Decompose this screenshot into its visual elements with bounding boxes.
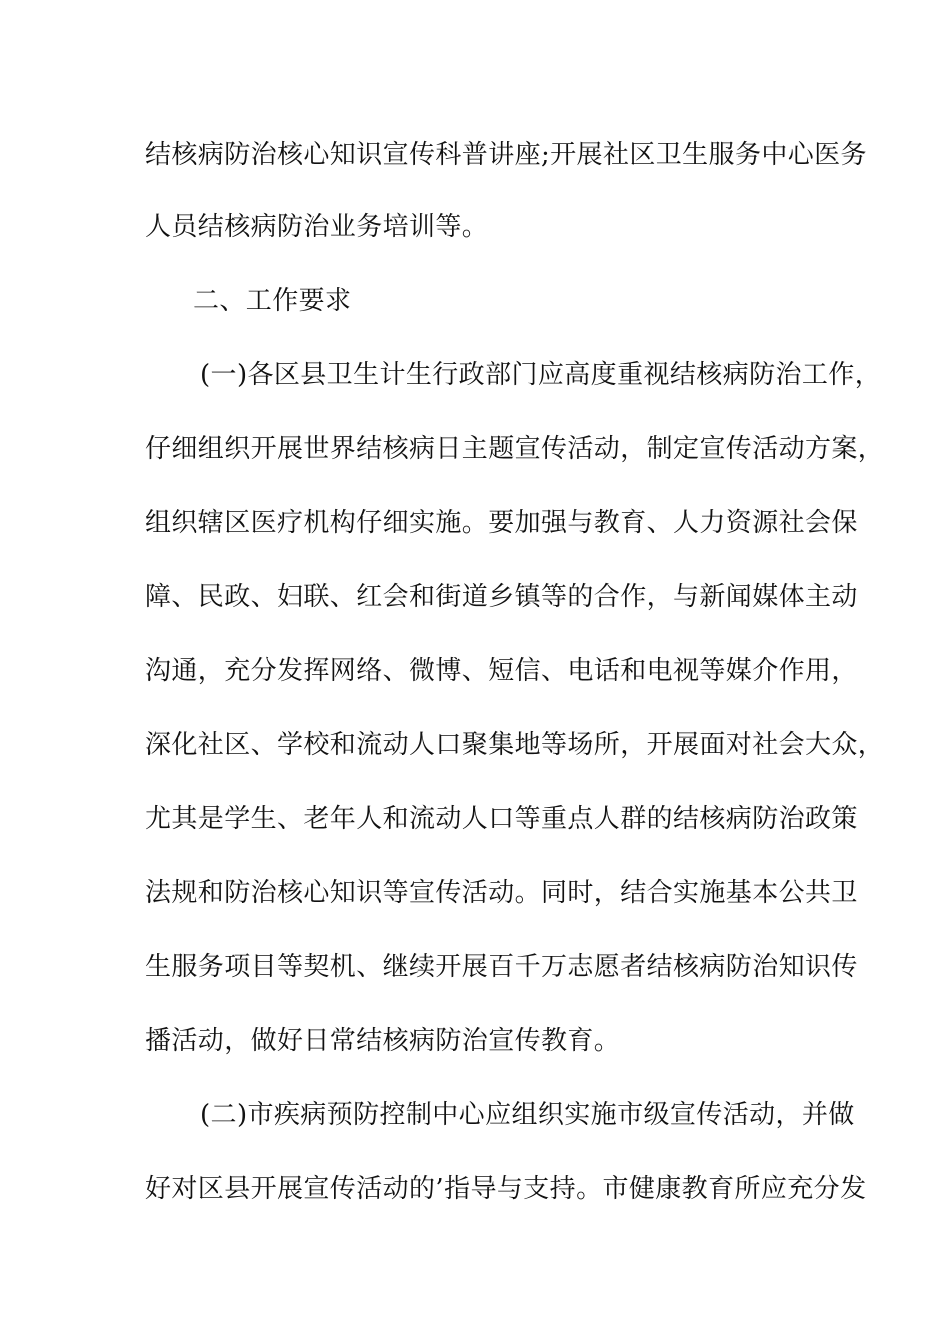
paragraph-line-13: 播活动，做好日常结核病防治宣传教育。 — [145, 1026, 621, 1056]
paragraph-line-14: (二)市疾病预防控制中心应组织实施市级宣传活动，并做 — [200, 1100, 855, 1130]
paragraph-line-6: 组织辖区医疗机构仔细实施。要加强与教育、人力资源社会保 — [145, 508, 858, 538]
paragraph-line-9: 深化社区、学校和流动人口聚集地等场所，开展面对社会大众， — [145, 730, 885, 760]
paragraph-line-1: 结核病防治核心知识宣传科普讲座;开展社区卫生服务中心医务 — [145, 140, 867, 170]
paragraph-line-7: 障、民政、妇联、红会和街道乡镇等的合作，与新闻媒体主动 — [145, 582, 858, 612]
paragraph-line-4: (一)各区县卫生计生行政部门应高度重视结核病防治工作， — [200, 360, 882, 390]
paragraph-line-2: 人员结核病防治业务培训等。 — [145, 212, 489, 242]
paragraph-line-5: 仔细组织开展世界结核病日主题宣传活动，制定宣传活动方案， — [145, 434, 885, 464]
paragraph-line-10: 尤其是学生、老年人和流动人口等重点人群的结核病防治政策 — [145, 804, 858, 834]
paragraph-line-8: 沟通，充分发挥网络、微博、短信、电话和电视等媒介作用， — [145, 656, 858, 686]
paragraph-line-11: 法规和防治核心知识等宣传活动。同时，结合实施基本公共卫 — [145, 878, 858, 908]
section-heading-work-requirements: 二、工作要求 — [193, 286, 352, 316]
paragraph-line-15: 好对区县开展宣传活动的’指导与支持。市健康教育所应充分发 — [145, 1174, 867, 1204]
paragraph-line-12: 生服务项目等契机、继续开展百千万志愿者结核病防治知识传 — [145, 952, 858, 982]
